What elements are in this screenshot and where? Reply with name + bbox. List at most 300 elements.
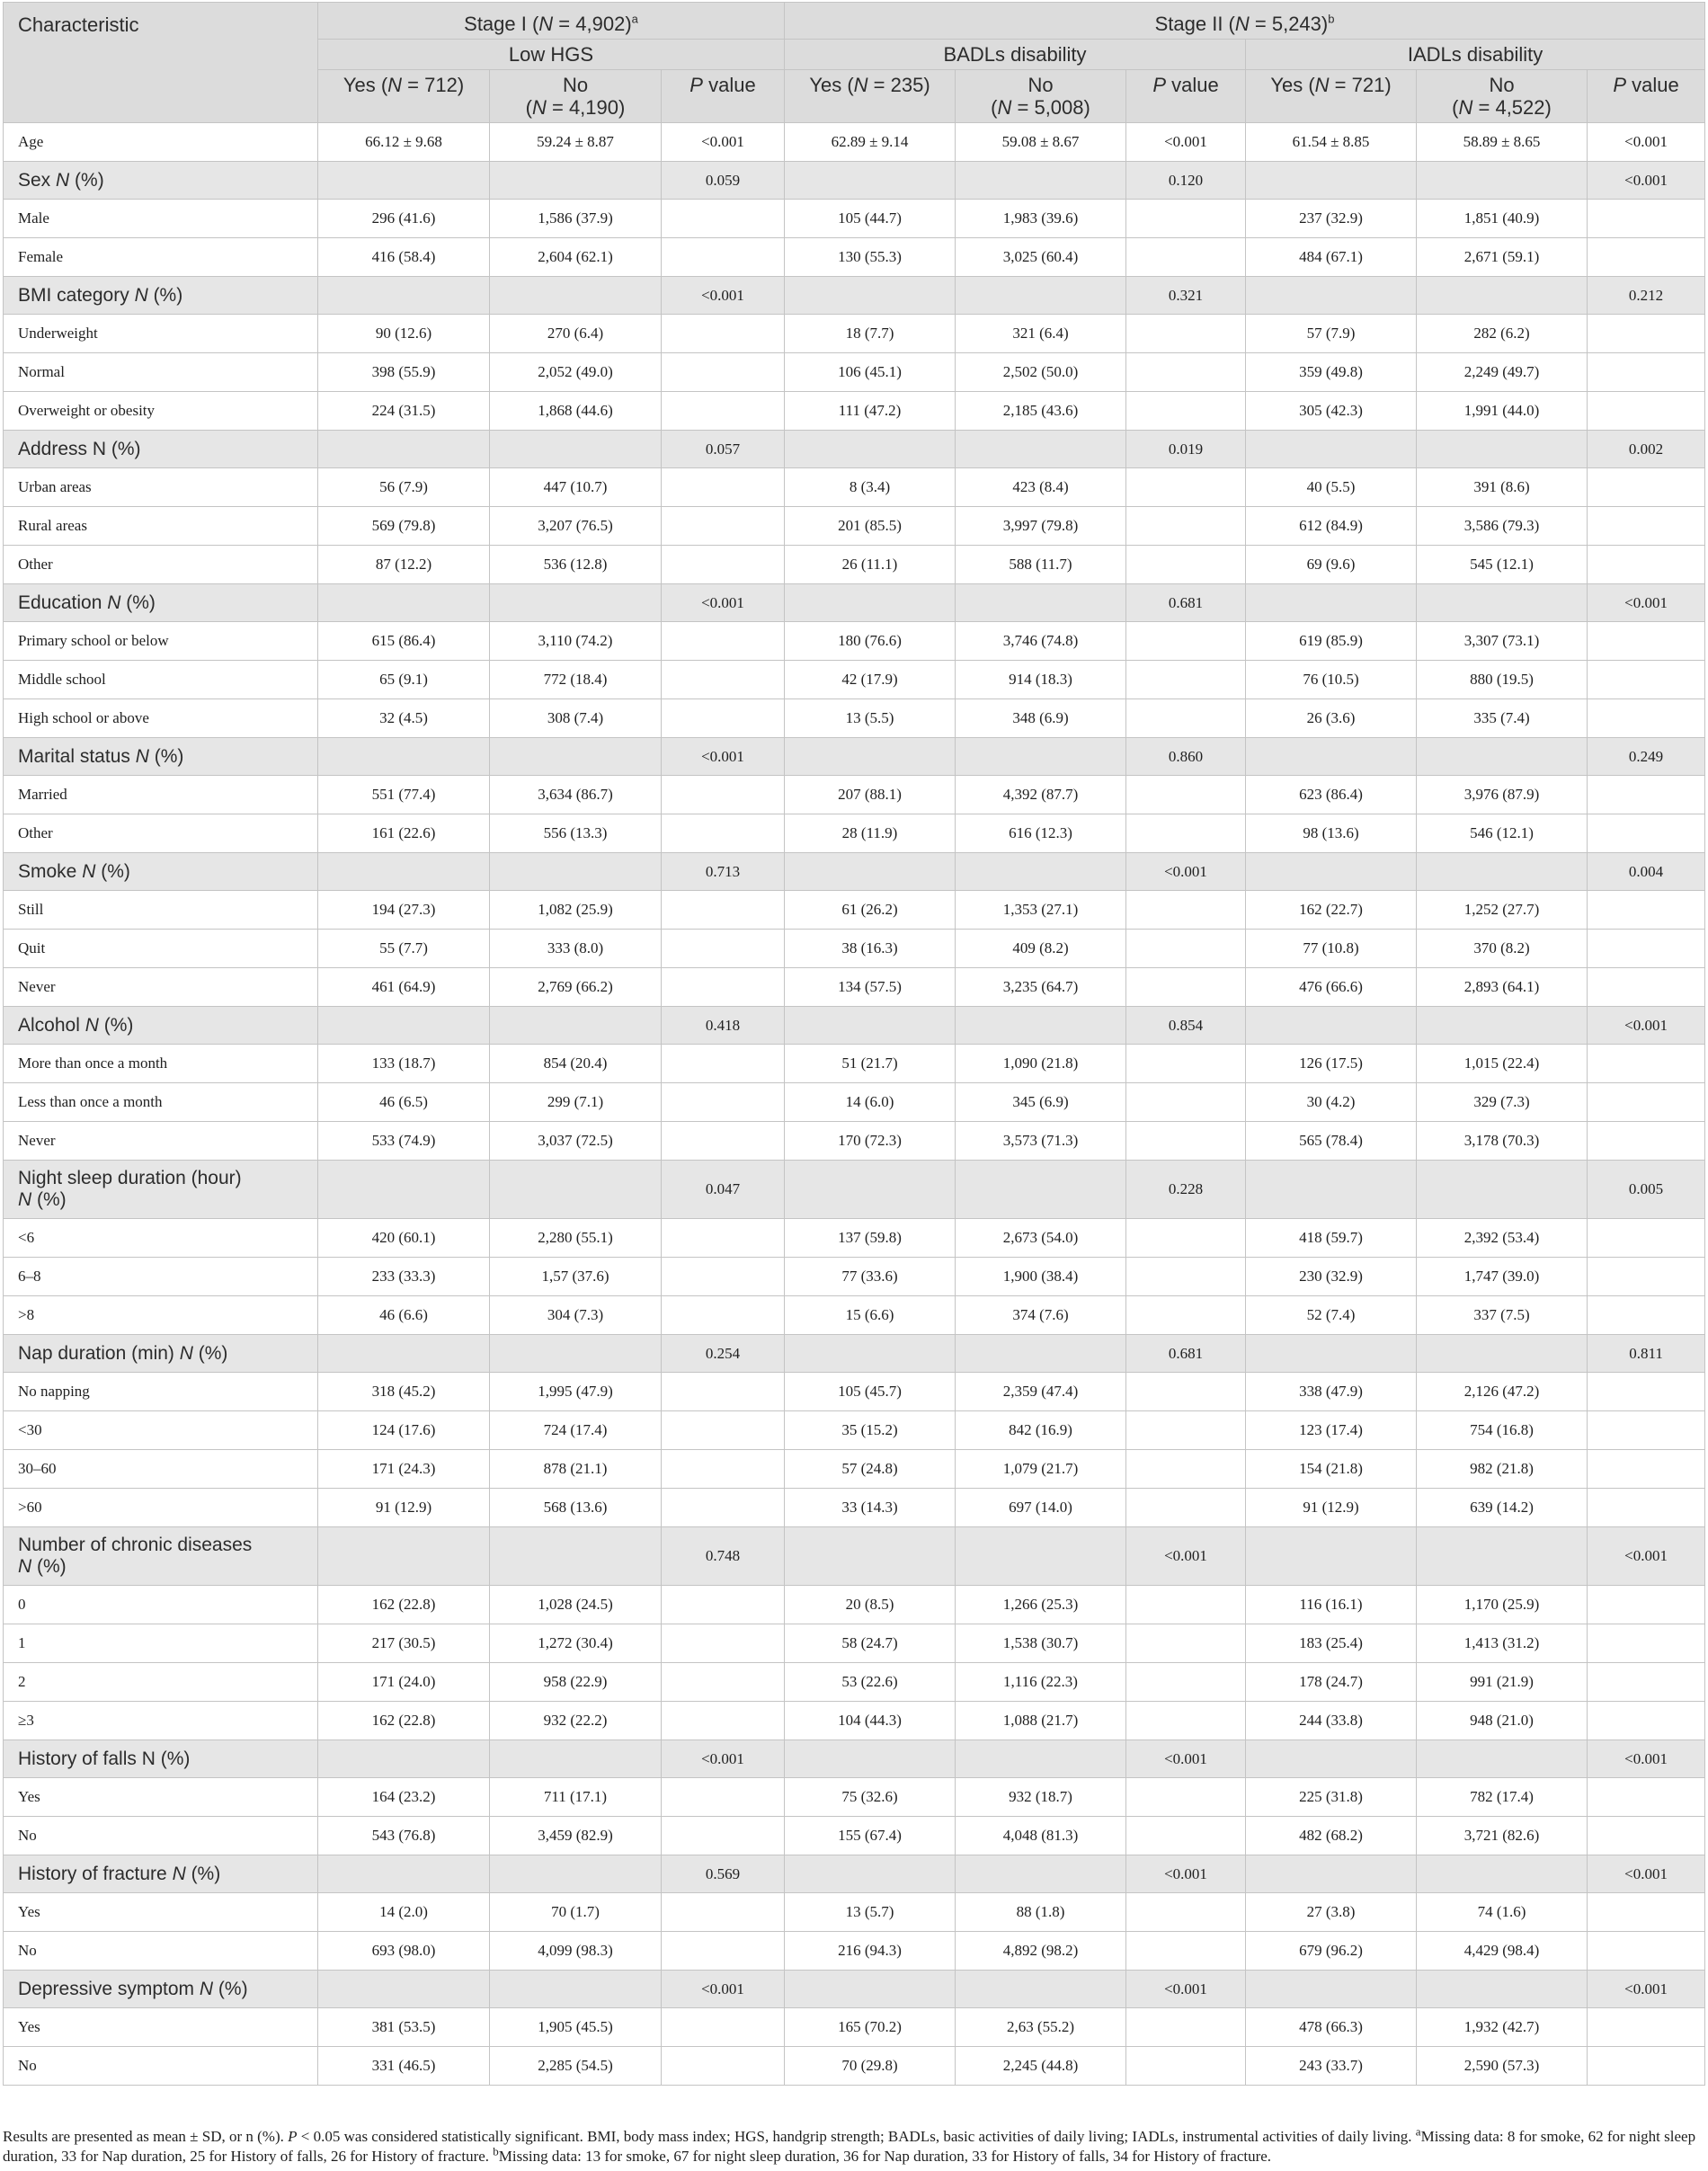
percent-suffix: (%) [31, 1189, 67, 1210]
p-value-cell [662, 814, 785, 853]
value-cell: 1,983 (39.6) [956, 200, 1126, 238]
value-cell: 134 (57.5) [785, 968, 956, 1007]
row-label: <6 [4, 1219, 318, 1258]
value-cell: 1,015 (22.4) [1417, 1045, 1588, 1083]
p-value-cell [662, 1778, 785, 1817]
table-container [3, 2, 1704, 2086]
category-label-text: Alcohol [18, 1014, 85, 1036]
category-label-text: History of falls N (%) [18, 1748, 191, 1769]
category-label-text: Education [18, 592, 108, 613]
percent-suffix: (%) [98, 1014, 134, 1036]
value-cell: 568 (13.6) [490, 1489, 662, 1527]
value-cell: 46 (6.6) [318, 1296, 490, 1335]
value-cell: 374 (7.6) [956, 1296, 1126, 1335]
stage1-header: Stage I (N = 4,902)$^a$ [318, 3, 785, 40]
value-cell: 26 (11.1) [785, 546, 956, 584]
iadls-p-value-header [1588, 70, 1705, 123]
value-cell: 299 (7.1) [490, 1083, 662, 1122]
value-cell: 2,126 (47.2) [1417, 1373, 1588, 1411]
cell-empty [1417, 431, 1588, 468]
value-cell: 164 (23.2) [318, 1778, 490, 1817]
value-cell: 679 (96.2) [1246, 1932, 1417, 1971]
value-cell: 3,573 (71.3) [956, 1122, 1126, 1161]
p-value-cell: 0.059 [662, 162, 785, 200]
value-cell: 958 (22.9) [490, 1663, 662, 1702]
value-cell: 61.54 ± 8.85 [1246, 123, 1417, 162]
value-cell: 42 (17.9) [785, 661, 956, 699]
p-value-cell: 0.005 [1588, 1161, 1705, 1219]
p-value-cell [662, 1586, 785, 1624]
value-cell: 588 (11.7) [956, 546, 1126, 584]
p-value-cell [1588, 468, 1705, 507]
p-value-cell [1588, 661, 1705, 699]
value-cell: 2,052 (49.0) [490, 353, 662, 392]
table-row [4, 315, 1705, 353]
value-cell: 180 (76.6) [785, 622, 956, 661]
cell-empty [956, 1855, 1126, 1893]
value-cell: 244 (33.8) [1246, 1702, 1417, 1740]
p-value-cell [1126, 1083, 1246, 1122]
table-row [4, 661, 1705, 699]
cell-empty [1246, 431, 1417, 468]
n-italic: N [18, 1556, 32, 1577]
value-cell: 4,892 (98.2) [956, 1932, 1126, 1971]
category-row [4, 584, 1705, 622]
p-value-cell: <0.001 [1588, 123, 1705, 162]
p-value-cell [1588, 1045, 1705, 1083]
value-cell: 1,900 (38.4) [956, 1258, 1126, 1296]
no-label: No [1489, 74, 1515, 96]
value-cell: 14 (2.0) [318, 1893, 490, 1932]
value-cell: 178 (24.7) [1246, 1663, 1417, 1702]
p-italic: P [1613, 74, 1627, 96]
row-label: Middle school [4, 661, 318, 699]
table-row [4, 1489, 1705, 1527]
p-value-text: value [1626, 74, 1679, 96]
value-cell: 55 (7.7) [318, 930, 490, 968]
value-cell: 1,088 (21.7) [956, 1702, 1126, 1740]
category-label [4, 853, 318, 891]
value-cell: 133 (18.7) [318, 1045, 490, 1083]
table-row [4, 1411, 1705, 1450]
p-value-cell [662, 1624, 785, 1663]
value-cell: 77 (33.6) [785, 1258, 956, 1296]
p-value-cell [1126, 1663, 1246, 1702]
category-label-text: Nap duration (min) [18, 1342, 180, 1364]
cell-empty [318, 853, 490, 891]
value-cell: 337 (7.5) [1417, 1296, 1588, 1335]
p-value-cell: 0.002 [1588, 431, 1705, 468]
table-row [4, 1045, 1705, 1083]
p-value-cell [1126, 200, 1246, 238]
value-cell: 398 (55.9) [318, 353, 490, 392]
p-value-cell [1126, 699, 1246, 738]
row-label: Primary school or below [4, 622, 318, 661]
cell-empty [1246, 277, 1417, 315]
cell-empty [318, 1971, 490, 2008]
p-value-cell [1126, 891, 1246, 930]
value-cell: 1,272 (30.4) [490, 1624, 662, 1663]
cell-empty [785, 1971, 956, 2008]
value-cell: 20 (8.5) [785, 1586, 956, 1624]
p-value-cell [1126, 1586, 1246, 1624]
value-cell: 88 (1.8) [956, 1893, 1126, 1932]
p-value-cell [1588, 1932, 1705, 1971]
value-cell: 13 (5.7) [785, 1893, 956, 1932]
value-cell: 639 (14.2) [1417, 1489, 1588, 1527]
value-cell: 932 (18.7) [956, 1778, 1126, 1817]
row-label: No napping [4, 1373, 318, 1411]
n-italic: N [853, 74, 868, 96]
p-value-cell [662, 1258, 785, 1296]
cell-empty [490, 1971, 662, 2008]
category-row [4, 1527, 1705, 1586]
p-value-cell [662, 1817, 785, 1855]
value-cell: 304 (7.3) [490, 1296, 662, 1335]
value-cell: 123 (17.4) [1246, 1411, 1417, 1450]
value-cell: 46 (6.5) [318, 1083, 490, 1122]
value-cell: 57 (24.8) [785, 1450, 956, 1489]
cell-empty [1246, 853, 1417, 891]
p-value-cell: 0.681 [1126, 1335, 1246, 1373]
value-cell: 565 (78.4) [1246, 1122, 1417, 1161]
table-row [4, 1122, 1705, 1161]
cell-empty [1246, 584, 1417, 622]
table-row [4, 1083, 1705, 1122]
p-value-cell: 0.811 [1588, 1335, 1705, 1373]
value-cell: 546 (12.1) [1417, 814, 1588, 853]
value-cell: 416 (58.4) [318, 238, 490, 277]
table-row [4, 2008, 1705, 2047]
value-cell: 1,266 (25.3) [956, 1586, 1126, 1624]
value-cell: 345 (6.9) [956, 1083, 1126, 1122]
row-label: Urban areas [4, 468, 318, 507]
value-cell: 171 (24.0) [318, 1663, 490, 1702]
row-label: Never [4, 968, 318, 1007]
p-value-cell: <0.001 [1588, 1527, 1705, 1586]
cell-empty [490, 1335, 662, 1373]
value-cell: 162 (22.8) [318, 1702, 490, 1740]
p-value-cell [662, 315, 785, 353]
value-cell: 1,090 (21.8) [956, 1045, 1126, 1083]
p-value-cell [1126, 622, 1246, 661]
p-value-cell: 0.860 [1126, 738, 1246, 776]
value-cell: 2,185 (43.6) [956, 392, 1126, 431]
category-label [4, 738, 318, 776]
p-value-cell: <0.001 [1588, 162, 1705, 200]
open-paren: ( [1452, 96, 1459, 119]
value-cell: 126 (17.5) [1246, 1045, 1417, 1083]
p-value-cell [662, 353, 785, 392]
value-cell: 348 (6.9) [956, 699, 1126, 738]
hgs-yes-header [318, 70, 490, 123]
p-value-cell: <0.001 [1126, 853, 1246, 891]
p-value-cell [1588, 1450, 1705, 1489]
value-cell: 69 (9.6) [1246, 546, 1417, 584]
cell-empty [490, 853, 662, 891]
table-row [4, 1778, 1705, 1817]
open-paren: ( [991, 96, 998, 119]
n-italic: N [1458, 96, 1473, 119]
value-cell: 370 (8.2) [1417, 930, 1588, 968]
value-cell: 161 (22.6) [318, 814, 490, 853]
p-value-cell [1588, 353, 1705, 392]
value-cell: 536 (12.8) [490, 546, 662, 584]
value-cell: 545 (12.1) [1417, 546, 1588, 584]
value-cell: 724 (17.4) [490, 1411, 662, 1450]
value-cell: 308 (7.4) [490, 699, 662, 738]
row-label: Yes [4, 1778, 318, 1817]
cell-empty [1417, 1855, 1588, 1893]
table-row [4, 1624, 1705, 1663]
cell-empty [785, 1527, 956, 1586]
p-value-cell [662, 1663, 785, 1702]
cell-empty [956, 1007, 1126, 1045]
p-value-cell [1126, 930, 1246, 968]
value-cell: 551 (77.4) [318, 776, 490, 814]
cell-empty [785, 1335, 956, 1373]
no-label: No [562, 74, 589, 96]
cell-empty [956, 738, 1126, 776]
value-cell: 1,991 (44.0) [1417, 392, 1588, 431]
n-italic: N [82, 860, 96, 882]
cell-empty [490, 1161, 662, 1219]
value-cell: 14 (6.0) [785, 1083, 956, 1122]
row-label: 2 [4, 1663, 318, 1702]
p-value-cell [1588, 776, 1705, 814]
value-cell: 482 (68.2) [1246, 1817, 1417, 1855]
table-row [4, 238, 1705, 277]
p-value-cell: 0.120 [1126, 162, 1246, 200]
value-cell: 1,028 (24.5) [490, 1586, 662, 1624]
n-italic: N [179, 1342, 193, 1364]
value-cell: 155 (67.4) [785, 1817, 956, 1855]
p-value-cell [1126, 968, 1246, 1007]
row-label: More than once a month [4, 1045, 318, 1083]
p-value-cell [662, 200, 785, 238]
value-cell: 381 (53.5) [318, 2008, 490, 2047]
p-value-cell [662, 1219, 785, 1258]
value-cell: 18 (7.7) [785, 315, 956, 353]
value-cell: 111 (47.2) [785, 392, 956, 431]
yes-label: Yes ( [342, 74, 388, 96]
p-value-cell [1126, 1702, 1246, 1740]
value-cell: 137 (59.8) [785, 1219, 956, 1258]
badls-p-value-header [1126, 70, 1246, 123]
value-cell: 116 (16.1) [1246, 1586, 1417, 1624]
cell-empty [785, 1855, 956, 1893]
p-value-cell [662, 1489, 785, 1527]
value-cell: 2,769 (66.2) [490, 968, 662, 1007]
value-cell: 331 (46.5) [318, 2047, 490, 2086]
p-value-cell [662, 1083, 785, 1122]
p-italic: P [689, 74, 703, 96]
cell-empty [785, 277, 956, 315]
cell-empty [1417, 277, 1588, 315]
value-cell: 418 (59.7) [1246, 1219, 1417, 1258]
value-cell: 32 (4.5) [318, 699, 490, 738]
value-cell: 3,976 (87.9) [1417, 776, 1588, 814]
p-value-cell [1588, 1778, 1705, 1817]
percent-suffix: (%) [31, 1556, 67, 1577]
value-cell: 932 (22.2) [490, 1702, 662, 1740]
category-label [4, 1740, 318, 1778]
p-value-cell [1126, 1932, 1246, 1971]
p-value-cell [1126, 2008, 1246, 2047]
percent-suffix: (%) [185, 1863, 221, 1884]
value-cell: 4,099 (98.3) [490, 1932, 662, 1971]
p-value-cell [662, 468, 785, 507]
cell-empty [956, 1161, 1126, 1219]
p-value-cell: <0.001 [1588, 1740, 1705, 1778]
value-cell: 2,590 (57.3) [1417, 2047, 1588, 2086]
value-cell: 4,048 (81.3) [956, 1817, 1126, 1855]
cell-empty [1246, 1855, 1417, 1893]
row-label: No [4, 1932, 318, 1971]
value-cell: 305 (42.3) [1246, 392, 1417, 431]
n-count: = 5,008) [1011, 96, 1090, 119]
category-label [4, 1855, 318, 1893]
value-cell: 854 (20.4) [490, 1045, 662, 1083]
cell-empty [318, 162, 490, 200]
p-value-cell [1126, 238, 1246, 277]
value-cell: 842 (16.9) [956, 1411, 1126, 1450]
p-value-cell: <0.001 [1126, 123, 1246, 162]
p-value-text: value [1166, 74, 1219, 96]
cell-empty [956, 277, 1126, 315]
table-row [4, 1258, 1705, 1296]
row-label: Male [4, 200, 318, 238]
value-cell: 105 (45.7) [785, 1373, 956, 1411]
p-value-cell: <0.001 [662, 1740, 785, 1778]
value-cell: 782 (17.4) [1417, 1778, 1588, 1817]
percent-suffix: (%) [192, 1342, 228, 1364]
value-cell: 216 (94.3) [785, 1932, 956, 1971]
value-cell: 880 (19.5) [1417, 661, 1588, 699]
value-cell: 130 (55.3) [785, 238, 956, 277]
row-label: High school or above [4, 699, 318, 738]
p-value-cell [1126, 468, 1246, 507]
p-value-cell [1588, 1489, 1705, 1527]
category-row [4, 277, 1705, 315]
cell-empty [318, 1335, 490, 1373]
badls-yes-header [785, 70, 956, 123]
value-cell: 62.89 ± 9.14 [785, 123, 956, 162]
table-row [4, 1702, 1705, 1740]
category-label-text: Night sleep duration (hour) [18, 1168, 242, 1188]
category-row [4, 1971, 1705, 2008]
value-cell: 3,307 (73.1) [1417, 622, 1588, 661]
value-cell: 3,025 (60.4) [956, 238, 1126, 277]
n-italic: N [134, 284, 148, 306]
p-value-cell [1126, 1489, 1246, 1527]
cell-empty [956, 162, 1126, 200]
p-value-cell [1588, 1083, 1705, 1122]
value-cell: 1,079 (21.7) [956, 1450, 1126, 1489]
cell-empty [956, 584, 1126, 622]
percent-suffix: (%) [120, 592, 156, 613]
row-label: Other [4, 814, 318, 853]
category-label-text: History of fracture [18, 1863, 173, 1884]
value-cell: 217 (30.5) [318, 1624, 490, 1663]
category-label-text: BMI category [18, 284, 135, 306]
cell-empty [785, 738, 956, 776]
n-count: = 235) [867, 74, 930, 96]
table-row [4, 468, 1705, 507]
cell-empty [1417, 1335, 1588, 1373]
category-label [4, 431, 318, 468]
value-cell: 57 (7.9) [1246, 315, 1417, 353]
value-cell: 1,353 (27.1) [956, 891, 1126, 930]
p-value-cell [1126, 546, 1246, 584]
p-value-cell [1126, 1122, 1246, 1161]
n-italic: N [1314, 74, 1330, 96]
value-cell: 2,671 (59.1) [1417, 238, 1588, 277]
value-cell: 1,747 (39.0) [1417, 1258, 1588, 1296]
value-cell: 338 (47.9) [1246, 1373, 1417, 1411]
value-cell: 106 (45.1) [785, 353, 956, 392]
cell-empty [1246, 1161, 1417, 1219]
p-value-cell [1588, 1893, 1705, 1932]
percent-suffix: (%) [213, 1978, 248, 1999]
yes-label: Yes ( [1270, 74, 1315, 96]
cell-empty [785, 162, 956, 200]
category-row [4, 162, 1705, 200]
p-value-cell [662, 546, 785, 584]
percent-suffix: (%) [148, 745, 184, 767]
category-label [4, 162, 318, 200]
table-row [4, 930, 1705, 968]
table-row [4, 1219, 1705, 1258]
p-value-cell [1588, 814, 1705, 853]
p-value-cell [662, 238, 785, 277]
value-cell: 270 (6.4) [490, 315, 662, 353]
row-label: ≥3 [4, 1702, 318, 1740]
p-value-cell: 0.019 [1126, 431, 1246, 468]
value-cell: 26 (3.6) [1246, 699, 1417, 738]
value-cell: 476 (66.6) [1246, 968, 1417, 1007]
table-row [4, 1296, 1705, 1335]
table-body [4, 123, 1705, 2086]
value-cell: 194 (27.3) [318, 891, 490, 930]
value-cell: 335 (7.4) [1417, 699, 1588, 738]
p-value-cell [1588, 2047, 1705, 2086]
table-row [4, 968, 1705, 1007]
row-label: Rural areas [4, 507, 318, 546]
value-cell: 423 (8.4) [956, 468, 1126, 507]
category-label [4, 1161, 318, 1219]
table-row [4, 1932, 1705, 1971]
p-value-cell [1126, 814, 1246, 853]
value-cell: 693 (98.0) [318, 1932, 490, 1971]
n-italic: N [18, 1189, 32, 1210]
category-row [4, 431, 1705, 468]
p-value-cell [1126, 392, 1246, 431]
p-value-cell [662, 2008, 785, 2047]
category-label [4, 1007, 318, 1045]
value-cell: 52 (7.4) [1246, 1296, 1417, 1335]
row-label: Normal [4, 353, 318, 392]
p-value-cell: <0.001 [1588, 584, 1705, 622]
cell-empty [318, 1161, 490, 1219]
p-value-cell [1126, 1258, 1246, 1296]
value-cell: 982 (21.8) [1417, 1450, 1588, 1489]
row-label: No [4, 1817, 318, 1855]
p-value-cell: <0.001 [1588, 1971, 1705, 2008]
hgs-p-value-header [662, 70, 785, 123]
value-cell: 569 (79.8) [318, 507, 490, 546]
p-value-cell [662, 1122, 785, 1161]
